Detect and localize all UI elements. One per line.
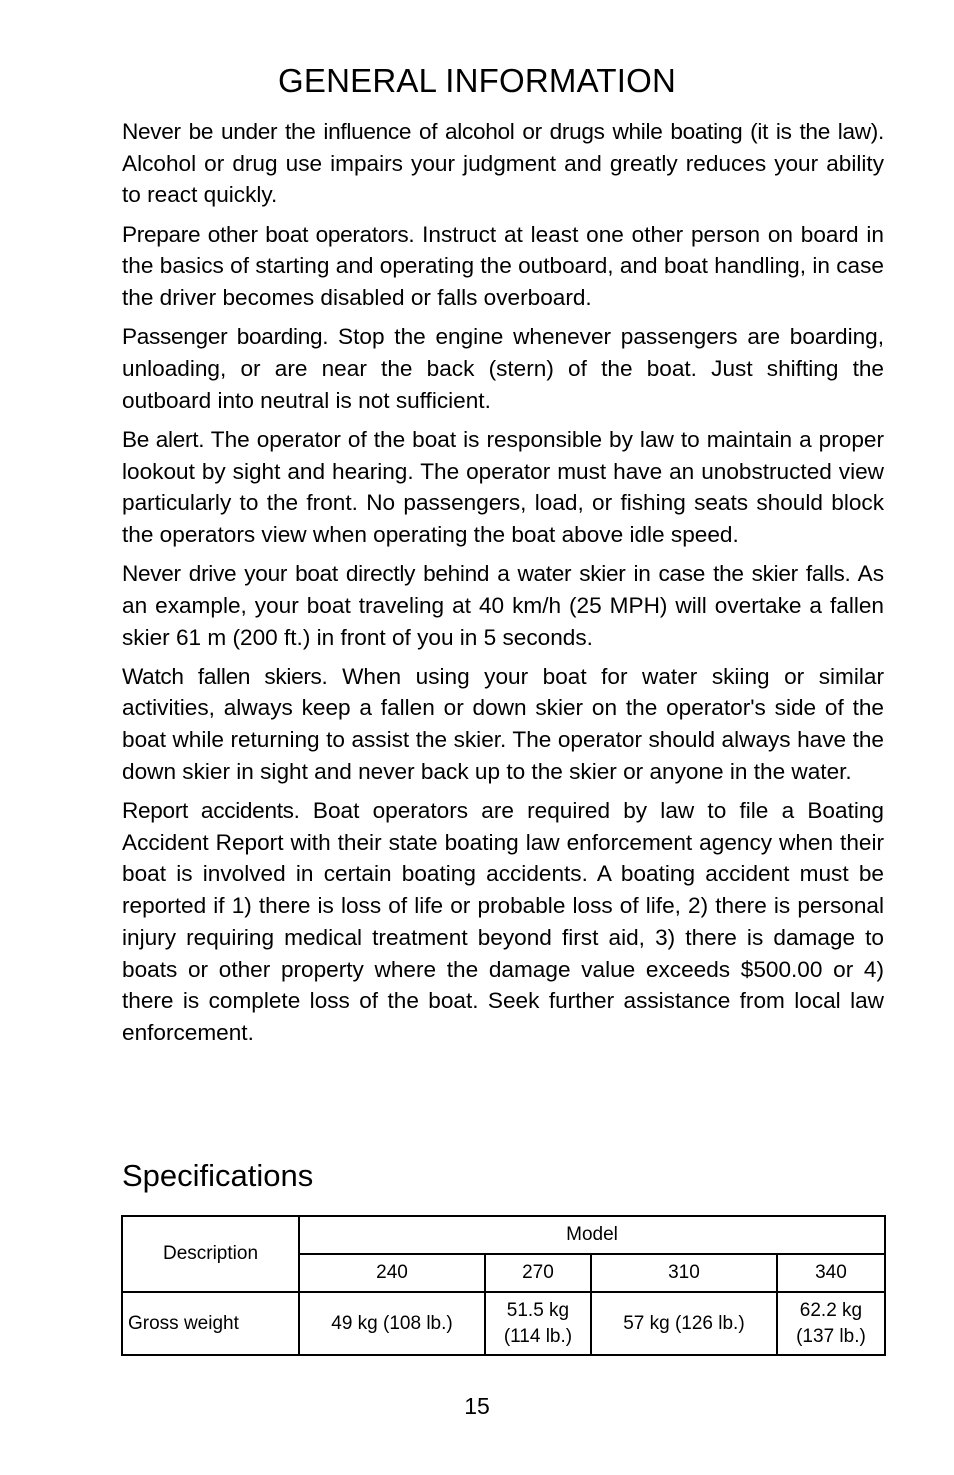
paragraph-fallen-skiers — [122, 661, 884, 788]
page-title: GENERAL INFORMATION — [278, 62, 676, 99]
paragraph-lead: Never drive your boat directly behind a water skier in case the skier falls. — [122, 561, 851, 587]
model-270-header: 270 — [485, 1254, 591, 1292]
model-340-header: 340 — [777, 1254, 885, 1292]
model-310-header: 310 — [591, 1254, 777, 1292]
model-240-header: 240 — [299, 1254, 485, 1292]
gross-weight-310: 57 kg (126 lb.) — [591, 1292, 777, 1355]
gross-weight-270: 51.5 kg (114 lb.) — [485, 1292, 591, 1355]
paragraph-lead: Watch fallen skiers. — [122, 663, 328, 689]
model-header: Model — [299, 1216, 885, 1254]
gross-weight-240: 49 kg (108 lb.) — [299, 1292, 485, 1355]
paragraph-body: Boat operators are required by law to file a Boating Accident Report with their state boating law enforcement agency when their boat is involved in certain boating accidents. A boating accident must be reported if 1) there is loss of life or probable loss of life, 2) there is personal injury requiring medical treatment beyond first aid, 3) there is damage to boats or other property where the damage value exceeds $500.00 or 4) there is complete loss of the boat. Seek further assistance from local law enforcement. — [122, 798, 884, 1045]
description-header: Description — [122, 1216, 299, 1292]
gross-weight-340: 62.2 kg (137 lb.) — [777, 1292, 885, 1355]
table-header-row — [122, 1216, 885, 1254]
row-label: Gross weight — [122, 1292, 299, 1355]
paragraph-body: Instruct at least one other person on board in the basics of starting and operating the outboard, and boat handling, in case the driver becomes disabled or falls overboard. — [122, 221, 884, 311]
paragraph-lead: Report accidents. — [122, 798, 300, 824]
paragraph-body: As an example, your boat traveling at 40 km/h (25 MPH) will overtake a fallen skier 61 m (200 ft.) in front of you in 5 seconds. — [122, 561, 885, 650]
paragraph-prepare-operators — [122, 219, 884, 314]
safety-text — [122, 116, 884, 1056]
paragraph-body: The operator of the boat is responsible by law to maintain a proper lookout by sight and hearing. The operator must have an unobstructed view particularly to the front. No passengers, load, or fishing seats should block the operators view when operating the boat above idle speed. — [122, 426, 884, 547]
page-number: 15 — [464, 1393, 490, 1419]
table-row — [122, 1292, 885, 1355]
paragraph-be-alert — [122, 424, 884, 551]
paragraph-lead: Never be under the influence of alcohol or drugs while boating (it is the law). — [122, 119, 884, 144]
paragraph-report-accidents — [122, 795, 884, 1049]
paragraph-passenger-boarding — [122, 321, 884, 416]
paragraph-body: When using your boat for water skiing or similar activities, always keep a fallen or down skier on the operator's side of the boat while returning to assist the skier. The operator should always have the down skier in sight and never back up to the skier or anyone in the water. — [122, 663, 884, 784]
paragraph-body: Alcohol or drug use impairs your judgment and greatly reduces your ability to react quickly. — [122, 150, 884, 208]
specifications-heading: Specifications — [122, 1158, 314, 1193]
paragraph-alcohol — [122, 116, 884, 211]
paragraph-body: Stop the engine whenever passengers are boarding, unloading, or are near the back (stern) of the boat. Just shifting the outboard into neutral is not sufficient. — [122, 324, 884, 413]
specifications-table — [121, 1215, 886, 1356]
paragraph-water-skier — [122, 558, 884, 653]
paragraph-lead: Be alert. — [122, 426, 205, 452]
paragraph-lead: Passenger boarding. — [122, 324, 329, 350]
paragraph-lead: Prepare other boat operators. — [122, 221, 415, 247]
